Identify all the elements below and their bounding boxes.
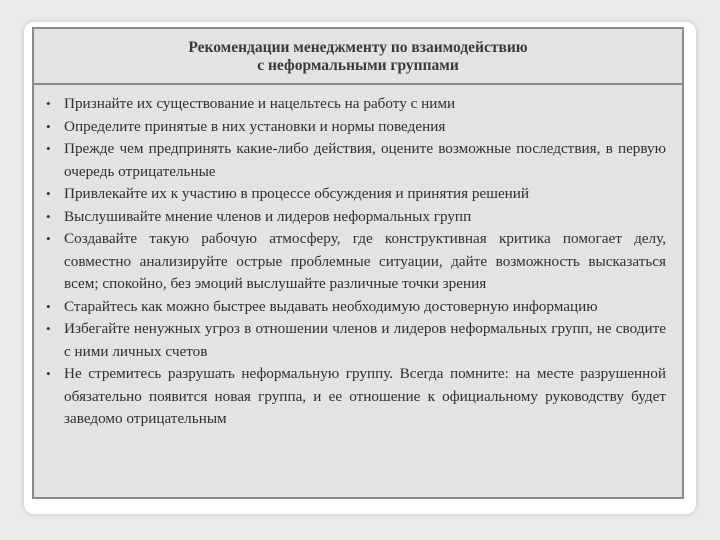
list-item (44, 183, 666, 206)
item-text: Не стремитесь разрушать неформальную группу. Всегда помните: на месте разрушенной обязательно появится новая группа, и ее отношение к официальному руководству будет заведомо отрицательным (64, 365, 666, 427)
list-item (44, 363, 666, 431)
title-line-1: Рекомендации менеджменту по взаимодействию (188, 39, 528, 56)
item-text: Избегайте ненужных угроз в отношении членов и лидеров неформальных групп, не сводите с ними личных счетов (64, 320, 666, 360)
bullet-icon: • (46, 118, 51, 134)
recommendation-list (34, 85, 682, 431)
item-text: Признайте их существование и нацельтесь на работу с ними (64, 95, 456, 112)
item-text: Определите принятые в них установки и нормы поведения (64, 117, 446, 135)
title-line-2: с неформальными группами (257, 57, 459, 74)
bullet-icon: • (46, 96, 51, 111)
item-text: Выслушивайте мнение членов и лидеров неформальных групп (64, 207, 472, 225)
item-text: Прежде чем предпринять какие-либо действия, оцените возможные последствия, в первую очередь отрицательные (64, 140, 666, 180)
list-item (44, 296, 666, 319)
bullet-icon: • (46, 366, 51, 381)
list-item (44, 138, 666, 183)
list-item (44, 116, 666, 139)
bullet-icon: • (46, 298, 51, 314)
list-item (44, 228, 666, 296)
document-title (34, 29, 682, 85)
item-text: Старайтесь как можно быстрее выдавать необходимую достоверную информацию (64, 297, 598, 315)
list-item (44, 93, 666, 116)
list-item (44, 206, 666, 229)
list-item (44, 318, 666, 363)
bullet-icon: • (46, 141, 51, 156)
bullet-icon: • (46, 321, 51, 336)
item-text: Привлекайте их к участию в процессе обсуждения и принятия решений (64, 185, 530, 202)
bullet-icon: • (46, 186, 51, 201)
item-text: Создавайте такую рабочую атмосферу, где конструктивная критика помогает делу, совместно анализируйте острые проблемные ситуации, дайте возможность высказаться всем; спокойно, без эмоций выслушайте различные точки зрения (64, 230, 666, 292)
bullet-icon: • (46, 231, 51, 246)
bullet-icon: • (46, 208, 51, 224)
document-card (32, 27, 684, 499)
